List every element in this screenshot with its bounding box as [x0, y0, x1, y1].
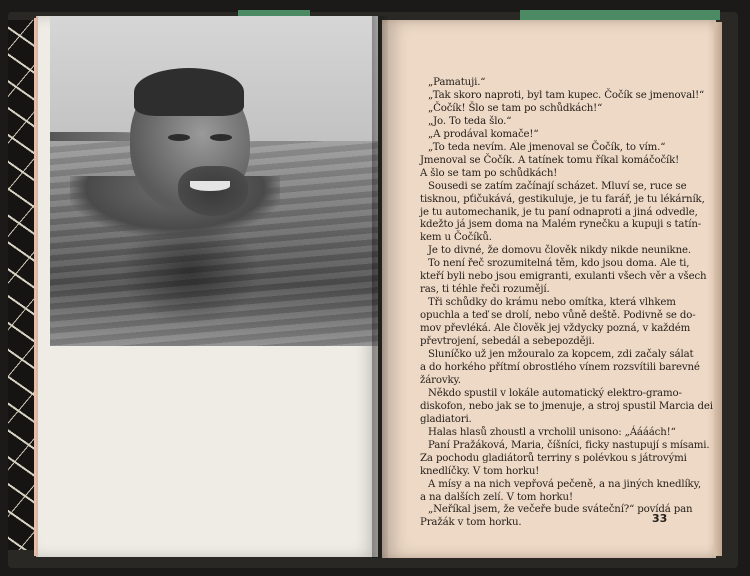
text-line: A mísy a na nich vepřová pečeně, a na jiných knedlíky, — [428, 478, 701, 490]
text-line: Je to divné, že domovu člověk nikdy nikde neunikne. — [428, 245, 691, 257]
photo-man-in-water — [50, 16, 378, 346]
text-line: Sousedi se zatím začínají scházet. Mluví se, ruce se — [428, 180, 687, 192]
text-line: a na dalších zelí. V tom horku! — [420, 491, 573, 503]
photo-smile — [190, 181, 230, 191]
text-line: Sluníčko už jen mžouralo za kopcem, zdi začaly sálat — [428, 349, 694, 361]
text-line: knedlíčky. V tom horku! — [420, 465, 540, 477]
text-line: kteří byli nebo jsou emigranti, exulanti všech věr a všech — [420, 271, 707, 283]
page-text — [420, 77, 713, 530]
text-line: diskofon, nebo jak se to jmenuje, a stroj spustil Marcia dei — [420, 400, 713, 412]
text-line: opuchla a teď se drolí, nebo vůně deště. Podivně se do- — [420, 310, 696, 322]
text-line: A šlo se tam po schůdkách! — [420, 167, 558, 179]
text-line: mov převléká. Ale člověk jej vždycky pozná, v každém — [420, 323, 691, 335]
text-line: tisknou, pťičukává, gestikuluje, je tu farář, je tu lékárník, — [420, 193, 705, 205]
text-line: „Neříkal jsem, že večeře bude sváteční?“ povídá pan — [428, 504, 693, 516]
text-line: kdežto já jsem doma na Malém rynečku a kupuji s tatín- — [420, 219, 702, 231]
text-line: Pražák v tom horku. — [420, 517, 522, 529]
text-line: gladiatori. — [420, 413, 472, 425]
photo-beard — [178, 166, 248, 216]
text-line: Halas hlasů zhoustl a vrcholil unisono: „Áááách!“ — [428, 426, 676, 438]
text-line: Jmenoval se Čočík. A tatínek tomu říkal komáčočík! — [420, 154, 680, 166]
right-page-edge — [714, 22, 722, 556]
cover-green-strip-right — [520, 10, 720, 20]
book-spine-shadow — [372, 16, 388, 558]
text-line: „Pamatuji.“ — [428, 77, 486, 88]
text-line: To není řeč srozumitelná těm, kdo jsou doma. Ale ti, — [428, 258, 690, 270]
text-line: je tu automechanik, je tu paní odnaproti a jiná odvedle, — [420, 206, 698, 218]
text-line: kem u Čočíků. — [420, 232, 492, 244]
text-line: převtrojení, sebedál a sebepozději. — [420, 336, 595, 348]
text-line: Paní Pražáková, Maria, číšníci, ficky nastupují s mísami. — [428, 439, 710, 451]
text-line: a do horkého přítmí obrostlého vínem rozsvítili barevné — [420, 361, 700, 373]
photo-eye-left — [168, 134, 190, 141]
text-line: Tři schůdky do krámu nebo omítka, která vlhkem — [428, 297, 676, 309]
text-line: Za pochodu gladiátorů terriny s polévkou s játrovými — [420, 452, 687, 464]
photo-eye-right — [210, 134, 232, 141]
text-line: „To teda nevím. Ale jmenoval se Čočík, to vím.“ — [428, 141, 666, 153]
text-line: „Jo. To teda šlo.“ — [428, 115, 512, 127]
text-line: žárovky. — [420, 374, 461, 386]
text-line: ras, ti téhle řeči rozumějí. — [420, 284, 550, 296]
text-line: „Čočík! Šlo se tam po schůdkách!“ — [428, 102, 603, 114]
text-line: Někdo spustil v lokále automatický elektro-gramo- — [428, 387, 682, 399]
text-line: „A prodával komače!“ — [428, 128, 539, 140]
text-line: „Tak skoro naproti, byl tam kupec. Čočík se jmenoval!“ — [428, 89, 705, 101]
page-number: 33 — [652, 512, 668, 525]
photo-hair — [134, 68, 244, 116]
